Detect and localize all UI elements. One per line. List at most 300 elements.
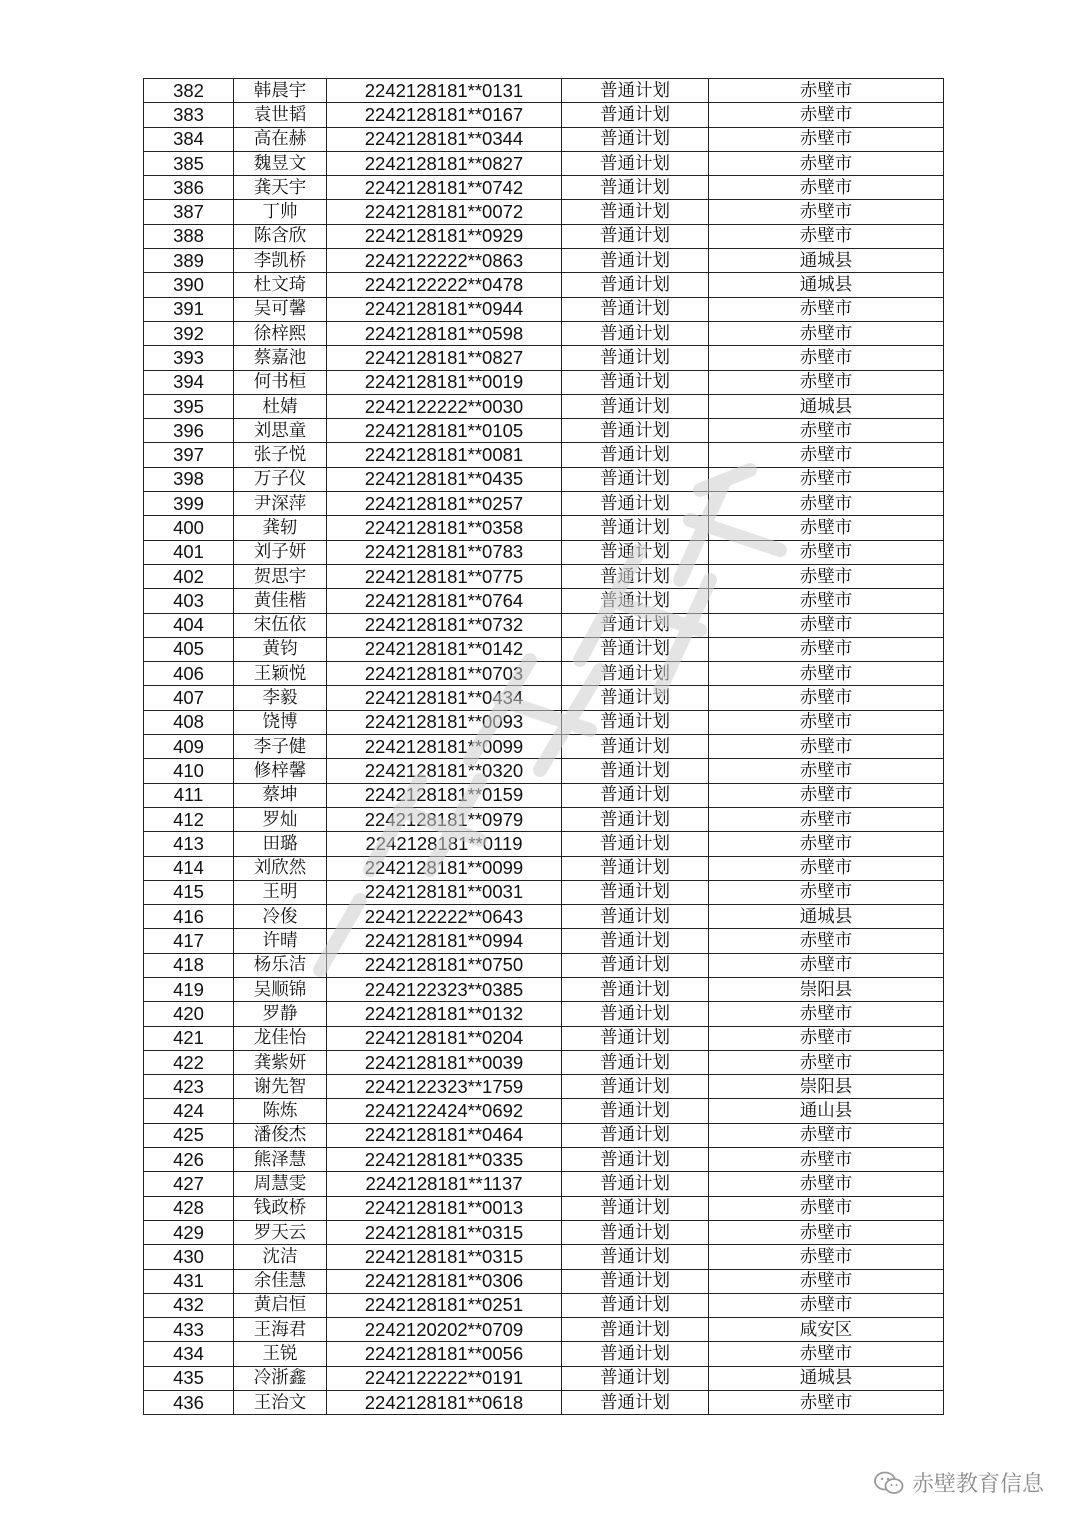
exam-id-cell: 2242128181**0775 <box>327 564 562 588</box>
table-row <box>144 1002 944 1026</box>
exam-id-cell: 2242128181**0081 <box>327 443 562 467</box>
student-name-cell: 吴可馨 <box>234 297 327 321</box>
area-cell: 赤壁市 <box>709 589 944 613</box>
area-cell: 通城县 <box>709 905 944 929</box>
footer-source-label: 赤壁教育信息 <box>911 1472 1044 1497</box>
row-number-cell: 411 <box>144 783 234 807</box>
table-row <box>144 151 944 175</box>
plan-type-cell: 普通计划 <box>562 613 709 637</box>
table-row <box>144 540 944 564</box>
plan-type-cell: 普通计划 <box>562 346 709 370</box>
table-row <box>144 127 944 151</box>
table-row <box>144 1293 944 1317</box>
plan-type-cell: 普通计划 <box>562 492 709 516</box>
plan-type-cell: 普通计划 <box>562 880 709 904</box>
plan-type-cell: 普通计划 <box>562 759 709 783</box>
exam-id-cell: 2242128181**0344 <box>327 127 562 151</box>
student-name-cell: 杨乐洁 <box>234 953 327 977</box>
area-cell: 赤壁市 <box>709 783 944 807</box>
student-name-cell: 李凯桥 <box>234 249 327 273</box>
plan-type-cell: 普通计划 <box>562 953 709 977</box>
area-cell: 赤壁市 <box>709 1269 944 1293</box>
table-row <box>144 297 944 321</box>
plan-type-cell: 普通计划 <box>562 176 709 200</box>
table-row <box>144 492 944 516</box>
plan-type-cell: 普通计划 <box>562 807 709 831</box>
exam-id-cell: 2242128181**0783 <box>327 540 562 564</box>
exam-id-cell: 2242128181**0827 <box>327 346 562 370</box>
exam-id-cell: 2242120202**0709 <box>327 1318 562 1342</box>
student-name-cell: 罗灿 <box>234 807 327 831</box>
table-row <box>144 273 944 297</box>
row-number-cell: 392 <box>144 321 234 345</box>
student-name-cell: 罗天云 <box>234 1220 327 1244</box>
row-number-cell: 423 <box>144 1075 234 1099</box>
student-name-cell: 龚紫妍 <box>234 1050 327 1074</box>
exam-id-cell: 2242122222**0478 <box>327 273 562 297</box>
table-row <box>144 443 944 467</box>
row-number-cell: 426 <box>144 1148 234 1172</box>
table-row <box>144 832 944 856</box>
area-cell: 赤壁市 <box>709 127 944 151</box>
student-name-cell: 杜文琦 <box>234 273 327 297</box>
exam-id-cell: 2242122323**0385 <box>327 977 562 1001</box>
area-cell: 赤壁市 <box>709 1245 944 1269</box>
plan-type-cell: 普通计划 <box>562 1050 709 1074</box>
exam-id-cell: 2242122222**0030 <box>327 394 562 418</box>
plan-type-cell: 普通计划 <box>562 419 709 443</box>
area-cell: 赤壁市 <box>709 1002 944 1026</box>
table-row <box>144 1391 944 1415</box>
exam-id-cell: 2242128181**0119 <box>327 832 562 856</box>
area-cell: 崇阳县 <box>709 1075 944 1099</box>
row-number-cell: 434 <box>144 1342 234 1366</box>
student-name-cell: 田璐 <box>234 832 327 856</box>
exam-id-cell: 2242128181**0099 <box>327 856 562 880</box>
area-cell: 通山县 <box>709 1099 944 1123</box>
area-cell: 赤壁市 <box>709 1391 944 1415</box>
table-row <box>144 1123 944 1147</box>
row-number-cell: 433 <box>144 1318 234 1342</box>
area-cell: 赤壁市 <box>709 637 944 661</box>
exam-id-cell: 2242128181**0464 <box>327 1123 562 1147</box>
area-cell: 赤壁市 <box>709 564 944 588</box>
table-row <box>144 1342 944 1366</box>
student-name-cell: 高在赫 <box>234 127 327 151</box>
area-cell: 赤壁市 <box>709 953 944 977</box>
row-number-cell: 383 <box>144 103 234 127</box>
student-name-cell: 丁帅 <box>234 200 327 224</box>
area-cell: 赤壁市 <box>709 103 944 127</box>
student-name-cell: 李毅 <box>234 686 327 710</box>
row-number-cell: 407 <box>144 686 234 710</box>
plan-type-cell: 普通计划 <box>562 467 709 491</box>
table-row <box>144 467 944 491</box>
table-row <box>144 1245 944 1269</box>
exam-id-cell: 2242128181**0742 <box>327 176 562 200</box>
row-number-cell: 405 <box>144 637 234 661</box>
area-cell: 赤壁市 <box>709 176 944 200</box>
area-cell: 赤壁市 <box>709 807 944 831</box>
area-cell: 赤壁市 <box>709 224 944 248</box>
exam-id-cell: 2242122222**0643 <box>327 905 562 929</box>
row-number-cell: 414 <box>144 856 234 880</box>
plan-type-cell: 普通计划 <box>562 516 709 540</box>
plan-type-cell: 普通计划 <box>562 1172 709 1196</box>
area-cell: 赤壁市 <box>709 297 944 321</box>
row-number-cell: 387 <box>144 200 234 224</box>
plan-type-cell: 普通计划 <box>562 1391 709 1415</box>
area-cell: 赤壁市 <box>709 1148 944 1172</box>
plan-type-cell: 普通计划 <box>562 564 709 588</box>
plan-type-cell: 普通计划 <box>562 273 709 297</box>
exam-id-cell: 2242128181**0056 <box>327 1342 562 1366</box>
table-row <box>144 880 944 904</box>
student-name-cell: 冷俊 <box>234 905 327 929</box>
exam-id-cell: 2242122323**1759 <box>327 1075 562 1099</box>
student-name-cell: 蔡嘉池 <box>234 346 327 370</box>
plan-type-cell: 普通计划 <box>562 540 709 564</box>
student-name-cell: 陈含欣 <box>234 224 327 248</box>
plan-type-cell: 普通计划 <box>562 735 709 759</box>
student-name-cell: 王海君 <box>234 1318 327 1342</box>
student-name-cell: 潘俊杰 <box>234 1123 327 1147</box>
area-cell: 赤壁市 <box>709 710 944 734</box>
plan-type-cell: 普通计划 <box>562 662 709 686</box>
exam-id-cell: 2242122222**0863 <box>327 249 562 273</box>
plan-type-cell: 普通计划 <box>562 127 709 151</box>
area-cell: 赤壁市 <box>709 151 944 175</box>
area-cell: 赤壁市 <box>709 492 944 516</box>
area-cell: 赤壁市 <box>709 880 944 904</box>
table-row <box>144 370 944 394</box>
table-row <box>144 783 944 807</box>
plan-type-cell: 普通计划 <box>562 394 709 418</box>
row-number-cell: 413 <box>144 832 234 856</box>
row-number-cell: 430 <box>144 1245 234 1269</box>
area-cell: 赤壁市 <box>709 516 944 540</box>
area-cell: 赤壁市 <box>709 1196 944 1220</box>
plan-type-cell: 普通计划 <box>562 1075 709 1099</box>
exam-id-cell: 2242128181**0335 <box>327 1148 562 1172</box>
exam-id-cell: 2242128181**0142 <box>327 637 562 661</box>
area-cell: 通城县 <box>709 249 944 273</box>
student-name-cell: 龚天宇 <box>234 176 327 200</box>
area-cell: 赤壁市 <box>709 1342 944 1366</box>
exam-id-cell: 2242128181**0167 <box>327 103 562 127</box>
student-name-cell: 王锐 <box>234 1342 327 1366</box>
plan-type-cell: 普通计划 <box>562 1293 709 1317</box>
student-name-cell: 沈洁 <box>234 1245 327 1269</box>
table-row <box>144 953 944 977</box>
row-number-cell: 435 <box>144 1366 234 1390</box>
row-number-cell: 402 <box>144 564 234 588</box>
exam-id-cell: 2242128181**0435 <box>327 467 562 491</box>
table-row <box>144 200 944 224</box>
student-name-cell: 罗静 <box>234 1002 327 1026</box>
row-number-cell: 408 <box>144 710 234 734</box>
area-cell: 咸安区 <box>709 1318 944 1342</box>
area-cell: 赤壁市 <box>709 735 944 759</box>
table-row <box>144 613 944 637</box>
row-number-cell: 384 <box>144 127 234 151</box>
student-name-cell: 贺思宇 <box>234 564 327 588</box>
row-number-cell: 422 <box>144 1050 234 1074</box>
row-number-cell: 399 <box>144 492 234 516</box>
table-row <box>144 710 944 734</box>
table-row <box>144 1075 944 1099</box>
table-row <box>144 419 944 443</box>
student-name-cell: 徐梓熙 <box>234 321 327 345</box>
plan-type-cell: 普通计划 <box>562 249 709 273</box>
plan-type-cell: 普通计划 <box>562 589 709 613</box>
table-row <box>144 103 944 127</box>
exam-id-cell: 2242128181**0764 <box>327 589 562 613</box>
exam-id-cell: 2242128181**0994 <box>327 929 562 953</box>
student-name-cell: 饶博 <box>234 710 327 734</box>
plan-type-cell: 普通计划 <box>562 856 709 880</box>
plan-type-cell: 普通计划 <box>562 977 709 1001</box>
row-number-cell: 393 <box>144 346 234 370</box>
plan-type-cell: 普通计划 <box>562 79 709 103</box>
plan-type-cell: 普通计划 <box>562 1099 709 1123</box>
plan-type-cell: 普通计划 <box>562 297 709 321</box>
table-row <box>144 79 944 103</box>
wechat-icon <box>874 1470 904 1496</box>
exam-id-cell: 2242128181**0827 <box>327 151 562 175</box>
row-number-cell: 390 <box>144 273 234 297</box>
plan-type-cell: 普通计划 <box>562 1148 709 1172</box>
table-row <box>144 516 944 540</box>
table-row <box>144 224 944 248</box>
exam-id-cell: 2242128181**0306 <box>327 1269 562 1293</box>
area-cell: 赤壁市 <box>709 929 944 953</box>
row-number-cell: 425 <box>144 1123 234 1147</box>
exam-id-cell: 2242128181**1137 <box>327 1172 562 1196</box>
exam-id-cell: 2242128181**0320 <box>327 759 562 783</box>
student-name-cell: 尹深萍 <box>234 492 327 516</box>
table-row <box>144 1318 944 1342</box>
area-cell: 通城县 <box>709 273 944 297</box>
exam-id-cell: 2242128181**0204 <box>327 1026 562 1050</box>
exam-id-cell: 2242122424**0692 <box>327 1099 562 1123</box>
table-row <box>144 1148 944 1172</box>
exam-id-cell: 2242128181**0072 <box>327 200 562 224</box>
area-cell: 赤壁市 <box>709 370 944 394</box>
row-number-cell: 415 <box>144 880 234 904</box>
table-row <box>144 807 944 831</box>
table-row <box>144 929 944 953</box>
plan-type-cell: 普通计划 <box>562 224 709 248</box>
table-row <box>144 589 944 613</box>
student-name-cell: 蔡坤 <box>234 783 327 807</box>
student-name-cell: 王治文 <box>234 1391 327 1415</box>
table-row <box>144 249 944 273</box>
table-row <box>144 662 944 686</box>
exam-id-cell: 2242128181**0013 <box>327 1196 562 1220</box>
area-cell: 赤壁市 <box>709 1172 944 1196</box>
area-cell: 赤壁市 <box>709 686 944 710</box>
row-number-cell: 382 <box>144 79 234 103</box>
table-row <box>144 1172 944 1196</box>
row-number-cell: 417 <box>144 929 234 953</box>
plan-type-cell: 普通计划 <box>562 929 709 953</box>
table-row <box>144 735 944 759</box>
student-name-cell: 余佳慧 <box>234 1269 327 1293</box>
area-cell: 赤壁市 <box>709 759 944 783</box>
student-name-cell: 修梓馨 <box>234 759 327 783</box>
row-number-cell: 406 <box>144 662 234 686</box>
plan-type-cell: 普通计划 <box>562 200 709 224</box>
table-row <box>144 637 944 661</box>
table-row <box>144 346 944 370</box>
plan-type-cell: 普通计划 <box>562 637 709 661</box>
row-number-cell: 436 <box>144 1391 234 1415</box>
exam-id-cell: 2242128181**0159 <box>327 783 562 807</box>
table-row <box>144 977 944 1001</box>
row-number-cell: 409 <box>144 735 234 759</box>
exam-id-cell: 2242128181**0251 <box>327 1293 562 1317</box>
table-row <box>144 1099 944 1123</box>
table-row <box>144 759 944 783</box>
student-name-cell: 熊泽慧 <box>234 1148 327 1172</box>
student-name-cell: 王颖悦 <box>234 662 327 686</box>
row-number-cell: 421 <box>144 1026 234 1050</box>
student-name-cell: 韩晨宇 <box>234 79 327 103</box>
student-name-cell: 吴顺锦 <box>234 977 327 1001</box>
row-number-cell: 395 <box>144 394 234 418</box>
exam-id-cell: 2242128181**0358 <box>327 516 562 540</box>
area-cell: 赤壁市 <box>709 321 944 345</box>
table-row <box>144 1220 944 1244</box>
table-row <box>144 905 944 929</box>
table-row <box>144 1269 944 1293</box>
plan-type-cell: 普通计划 <box>562 1366 709 1390</box>
plan-type-cell: 普通计划 <box>562 1318 709 1342</box>
area-cell: 赤壁市 <box>709 662 944 686</box>
plan-type-cell: 普通计划 <box>562 783 709 807</box>
area-cell: 赤壁市 <box>709 540 944 564</box>
row-number-cell: 410 <box>144 759 234 783</box>
exam-id-cell: 2242128181**0703 <box>327 662 562 686</box>
area-cell: 赤壁市 <box>709 200 944 224</box>
student-name-cell: 谢先智 <box>234 1075 327 1099</box>
student-name-cell: 万子仪 <box>234 467 327 491</box>
area-cell: 赤壁市 <box>709 346 944 370</box>
area-cell: 赤壁市 <box>709 613 944 637</box>
row-number-cell: 404 <box>144 613 234 637</box>
area-cell: 赤壁市 <box>709 1026 944 1050</box>
row-number-cell: 420 <box>144 1002 234 1026</box>
row-number-cell: 389 <box>144 249 234 273</box>
row-number-cell: 431 <box>144 1269 234 1293</box>
row-number-cell: 388 <box>144 224 234 248</box>
area-cell: 赤壁市 <box>709 79 944 103</box>
student-name-cell: 杜婧 <box>234 394 327 418</box>
exam-id-cell: 2242128181**0315 <box>327 1245 562 1269</box>
exam-id-cell: 2242128181**0929 <box>327 224 562 248</box>
exam-id-cell: 2242128181**0944 <box>327 297 562 321</box>
row-number-cell: 401 <box>144 540 234 564</box>
row-number-cell: 418 <box>144 953 234 977</box>
area-cell: 赤壁市 <box>709 1050 944 1074</box>
table-row <box>144 564 944 588</box>
plan-type-cell: 普通计划 <box>562 1245 709 1269</box>
row-number-cell: 416 <box>144 905 234 929</box>
student-name-cell: 周慧雯 <box>234 1172 327 1196</box>
student-name-cell: 冷浙鑫 <box>234 1366 327 1390</box>
student-name-cell: 王明 <box>234 880 327 904</box>
footer-source <box>874 1467 1044 1498</box>
row-number-cell: 412 <box>144 807 234 831</box>
table-body <box>144 79 944 1415</box>
row-number-cell: 424 <box>144 1099 234 1123</box>
plan-type-cell: 普通计划 <box>562 370 709 394</box>
admission-list-table <box>143 78 944 1415</box>
student-name-cell: 龙佳怡 <box>234 1026 327 1050</box>
plan-type-cell: 普通计划 <box>562 1196 709 1220</box>
plan-type-cell: 普通计划 <box>562 443 709 467</box>
table-row <box>144 686 944 710</box>
area-cell: 赤壁市 <box>709 1220 944 1244</box>
plan-type-cell: 普通计划 <box>562 151 709 175</box>
exam-id-cell: 2242128181**0257 <box>327 492 562 516</box>
area-cell: 赤壁市 <box>709 443 944 467</box>
row-number-cell: 403 <box>144 589 234 613</box>
student-name-cell: 陈炼 <box>234 1099 327 1123</box>
plan-type-cell: 普通计划 <box>562 832 709 856</box>
row-number-cell: 385 <box>144 151 234 175</box>
exam-id-cell: 2242128181**0105 <box>327 419 562 443</box>
student-name-cell: 黄钧 <box>234 637 327 661</box>
exam-id-cell: 2242128181**0434 <box>327 686 562 710</box>
row-number-cell: 396 <box>144 419 234 443</box>
student-name-cell: 黄启恒 <box>234 1293 327 1317</box>
exam-id-cell: 2242128181**0732 <box>327 613 562 637</box>
table-row <box>144 1026 944 1050</box>
student-name-cell: 龚轫 <box>234 516 327 540</box>
student-name-cell: 魏昱文 <box>234 151 327 175</box>
plan-type-cell: 普通计划 <box>562 1220 709 1244</box>
exam-id-cell: 2242128181**0750 <box>327 953 562 977</box>
row-number-cell: 432 <box>144 1293 234 1317</box>
row-number-cell: 427 <box>144 1172 234 1196</box>
student-name-cell: 宋伍依 <box>234 613 327 637</box>
exam-id-cell: 2242128181**0039 <box>327 1050 562 1074</box>
area-cell: 赤壁市 <box>709 832 944 856</box>
area-cell: 赤壁市 <box>709 856 944 880</box>
table-row <box>144 856 944 880</box>
plan-type-cell: 普通计划 <box>562 710 709 734</box>
exam-id-cell: 2242128181**0019 <box>327 370 562 394</box>
exam-id-cell: 2242128181**0315 <box>327 1220 562 1244</box>
student-name-cell: 黄佳楷 <box>234 589 327 613</box>
plan-type-cell: 普通计划 <box>562 905 709 929</box>
plan-type-cell: 普通计划 <box>562 1123 709 1147</box>
area-cell: 崇阳县 <box>709 977 944 1001</box>
table-row <box>144 1366 944 1390</box>
row-number-cell: 397 <box>144 443 234 467</box>
plan-type-cell: 普通计划 <box>562 1026 709 1050</box>
student-name-cell: 李子健 <box>234 735 327 759</box>
area-cell: 赤壁市 <box>709 467 944 491</box>
plan-type-cell: 普通计划 <box>562 1002 709 1026</box>
table-row <box>144 1050 944 1074</box>
area-cell: 赤壁市 <box>709 1293 944 1317</box>
exam-id-cell: 2242128181**0618 <box>327 1391 562 1415</box>
row-number-cell: 429 <box>144 1220 234 1244</box>
row-number-cell: 398 <box>144 467 234 491</box>
